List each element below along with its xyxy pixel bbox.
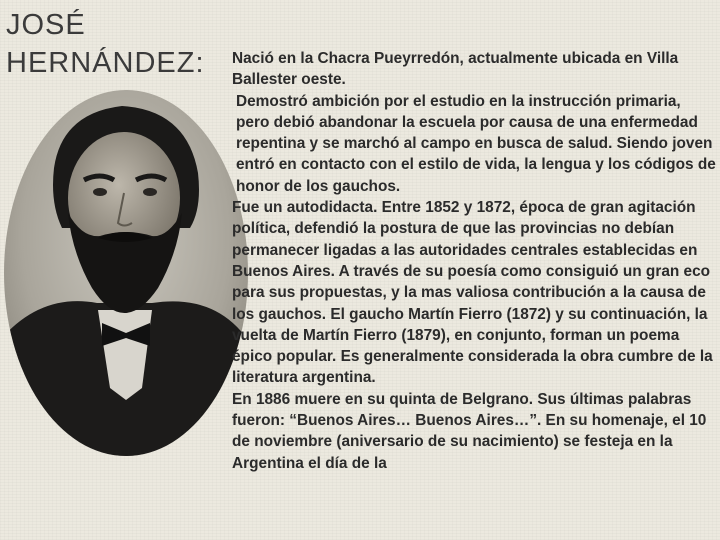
paragraph-education: Demostró ambición por el estudio en la instrucción primaria, pero debió abandonar la escuela por causa de una enfermedad repentina y se marchó al campo en busca de salud. Siendo joven entró en contacto con el estilo de vida, la lengua y los códigos de honor de los gauchos. xyxy=(236,92,716,195)
slide-title xyxy=(6,6,205,82)
paragraph-birth: Nació en la Chacra Pueyrredón, actualmente ubicada en Villa Ballester oeste. xyxy=(232,50,679,89)
title-last-name: HERNÁNDEZ: xyxy=(6,47,205,79)
paragraph-career: Fue un autodidacta. Entre 1852 y 1872, época de gran agitación política, defendió la postura de que las provincias no debían permanecer ligadas a las autoridades centrales establecidas en Buenos Aires. A través de su poesía como consiguió un gran eco para sus propuestas, y la mas valiosa contribución a la causa de los gauchos. El gaucho Martín Fierro (1872) y su continuación, la vuelta de Martín Fierro (1879), en conjunto, forman un poema épico popular. Es generalmente considerada la obra cumbre de la literatura argentina. xyxy=(232,199,713,387)
biography-text xyxy=(232,48,716,474)
title-first-name: JOSÉ xyxy=(6,9,86,41)
paragraph-death: En 1886 muere en su quinta de Belgrano. Sus últimas palabras fueron: “Buenos Aires… Buenos Aires…”. En su homenaje, el 10 de noviembre (aniversario de su nacimiento) se festeja en la Argentina el día de la xyxy=(232,390,707,472)
portrait-photo xyxy=(2,88,250,458)
